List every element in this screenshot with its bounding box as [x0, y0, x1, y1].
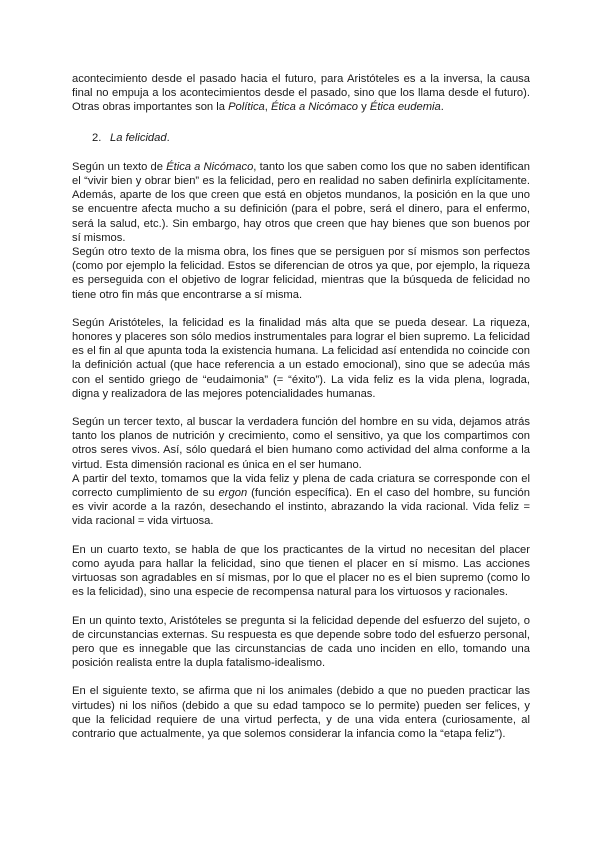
section-number: 2. [92, 131, 102, 144]
paragraph-second-text: Según otro texto de la misma obra, los fines que se persiguen por sí mismos son perfectos (como por ejemplo la felicidad. Estos se diferencian de otros ya que, por ejemplo, la riqueza es perseguida con el objetivo de lograr felicidad, mientras que la búsqueda de felicidad no tiene otro fin más que encontrarse a sí misma. [72, 246, 530, 301]
paragraph-aristotle-happiness: Según Aristóteles, la felicidad es la finalidad más alta que se pueda desear. La riqueza, honores y placeres son sólo medios instrumentales para lograr el bien supremo. La felicidad es el fin al que apunta toda la existencia humana. La felicidad así entendida no coincide con la definición actual (que hace referencia a un estado emocional), sino que se adecúa más con el sentido griego de “eudaimonia” (= “éxito”). La vida feliz es la vida plena, lograda, digna y realizadora de las mejores potencialidades humanas. [72, 316, 530, 400]
section-title: La felicidad [110, 131, 167, 144]
paragraph-ergon: A partir del texto, tomamos que la vida feliz y plena de cada criatura se corresponde con el correcto cumplimiento de su ergon (función específica). En el caso del hombre, su función es vivir acorde a la razón, desechando el instinto, abrazando la vida racional. Vida feliz = vida racional = vida virtuosa. [72, 472, 530, 528]
paragraph-next-text: En el siguiente texto, se afirma que ni los animales (debido a que no pueden practicar las virtudes) ni los niños (debido a que su edad tampoco se lo permite) pueden ser felices, y que la felicidad requiere de una virtud perfecta, y de una vida entera (curiosamente, al contrario que actualmente, ya que solemos considerar la infancia como la “etapa feliz”). [72, 685, 530, 740]
paragraph-fifth-text: En un quinto texto, Aristóteles se pregunta si la felicidad depende del esfuerzo del sujeto, o de circunstancias externas. Su respuesta es que depende sobre todo del esfuerzo personal, pero que es innegable que las circunstancias de cada uno inciden en ello, tomando una posición realista entre la dupla fatalismo-idealismo. [72, 614, 530, 670]
paragraph-intro-works: acontecimiento desde el pasado hacia el futuro, para Aristóteles es a la inversa, la causa final no empuja a los acontecimientos desde el pasado, sino que los llama desde el futuro). Otras obras importantes son la Política, Ética a Nicómaco y Ética eudemia. [72, 73, 530, 114]
work-title-etica-nicomaco: Ética a Nicómaco [166, 160, 254, 173]
work-title-etica-eudemia: Ética eudemia [369, 101, 441, 114]
section-heading: 2. La felicidad. [92, 131, 170, 144]
paragraph-first-text: Según un texto de Ética a Nicómaco, tanto los que saben como los que no saben identifican el “vivir bien y obrar bien” es la felicidad, pero en realidad no saben definirla explícitamente. Además, aparte de los que creen que está en objetos mundanos, la posición en la que uno se encuentre afecta mucho a su definición (para el pobre, será el dinero, para el enfermo, será la salud, etc.). Sin embargo, hay otros que creen que hay bienes que son buenos por sí mismos. [72, 160, 530, 244]
document-page [72, 72, 530, 741]
term-ergon: ergon [218, 487, 248, 500]
paragraph-third-text: Según un tercer texto, al buscar la verdadera función del hombre en su vida, dejamos atrás tanto los planos de nutrición y crecimiento, como el sensitivo, ya que los compartimos con otros seres vivos. Así, sólo quedará el bien humano como actividad del alma conforme a la virtud. Esta dimensión racional es única en el ser humano. [72, 416, 530, 471]
work-title-etica-nicomaco: Ética a Nicómaco [270, 101, 359, 114]
paragraph-fourth-text: En un cuarto texto, se habla de que los practicantes de la virtud no necesitan del placer como ayuda para hallar la felicidad, sino que tienen el placer en sí mismo. Las acciones virtuosas son agradables en sí mismas, por lo que el placer no es el bien supremo (como lo es la felicidad), sino una especie de recompensa natural para los virtuosos y racionales. [72, 543, 530, 599]
work-title-politica: Política [228, 101, 265, 114]
